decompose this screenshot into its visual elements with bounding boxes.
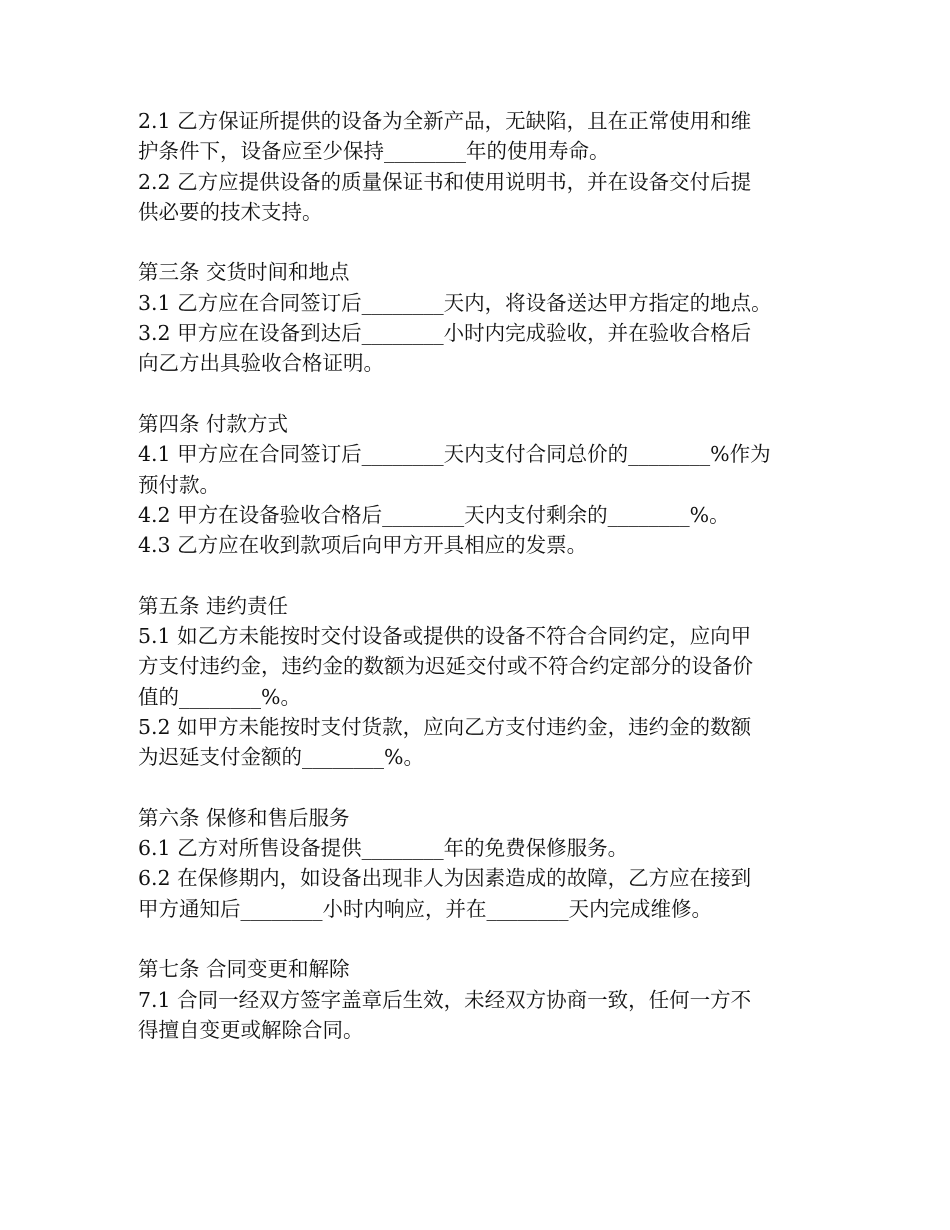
paragraph-spacer [138,560,838,590]
clause-6-2-line-1: 6.2 在保修期内，如设备出现非人为因素造成的故障，乙方应在接到 [138,866,752,891]
clause-6-1-line-1: 6.1 乙方对所售设备提供________年的免费保修服务。 [138,836,629,861]
article-7-heading: 第七条 合同变更和解除 [138,957,350,982]
clause-7-1-line-2: 得擅自变更或解除合同。 [138,1017,364,1042]
article-5-heading: 第五条 违约责任 [138,593,289,618]
clause-7-1-line-1: 7.1 合同一经双方签字盖章后生效，未经双方协商一致，任何一方不 [138,987,752,1012]
article-3-heading: 第三条 交货时间和地点 [138,260,350,285]
clause-5-1-line-2: 方支付违约金，违约金的数额为迟延交付或不符合约定部分的设备价 [138,654,753,679]
clause-2-1-line-2: 护条件下，设备应至少保持________年的使用寿命。 [138,139,610,164]
paragraph-spacer [138,379,838,409]
clause-4-2-line-1: 4.2 甲方在设备验收合格后________天内支付剩余的________%。 [138,502,730,527]
clause-5-1-line-1: 5.1 如乙方未能按时交付设备或提供的设备不符合合同约定，应向甲 [138,624,752,649]
paragraph-spacer [138,227,838,257]
clause-5-2-line-2: 为迟延支付金额的________%。 [138,745,424,770]
clause-4-1-line-2: 预付款。 [138,472,220,497]
clause-5-1-line-3: 值的________%。 [138,684,301,709]
clause-4-3-line-1: 4.3 乙方应在收到款项后向甲方开具相应的发票。 [138,533,588,558]
document-page [138,106,838,1045]
clause-2-2-line-2: 供必要的技术支持。 [138,199,323,224]
clause-6-2-line-2: 甲方通知后________小时内响应，并在________天内完成维修。 [138,896,712,921]
article-6-heading: 第六条 保修和售后服务 [138,805,350,830]
clause-2-2-line-1: 2.2 乙方应提供设备的质量保证书和使用说明书，并在设备交付后提 [138,169,752,194]
article-4-heading: 第四条 付款方式 [138,411,289,436]
clause-3-1-line-1: 3.1 乙方应在合同签订后________天内，将设备送达甲方指定的地点。 [138,290,772,315]
clause-5-2-line-1: 5.2 如甲方未能按时支付货款，应向乙方支付违约金，违约金的数额 [138,714,752,739]
paragraph-spacer [138,924,838,954]
clause-3-2-line-2: 向乙方出具验收合格证明。 [138,351,384,376]
clause-3-2-line-1: 3.2 甲方应在设备到达后________小时内完成验收，并在验收合格后 [138,321,752,346]
clause-4-1-line-1: 4.1 甲方应在合同签订后________天内支付合同总价的________%作为 [138,442,771,467]
clause-2-1-line-1: 2.1 乙方保证所提供的设备为全新产品，无缺陷，且在正常使用和维 [138,109,752,133]
paragraph-spacer [138,773,838,803]
